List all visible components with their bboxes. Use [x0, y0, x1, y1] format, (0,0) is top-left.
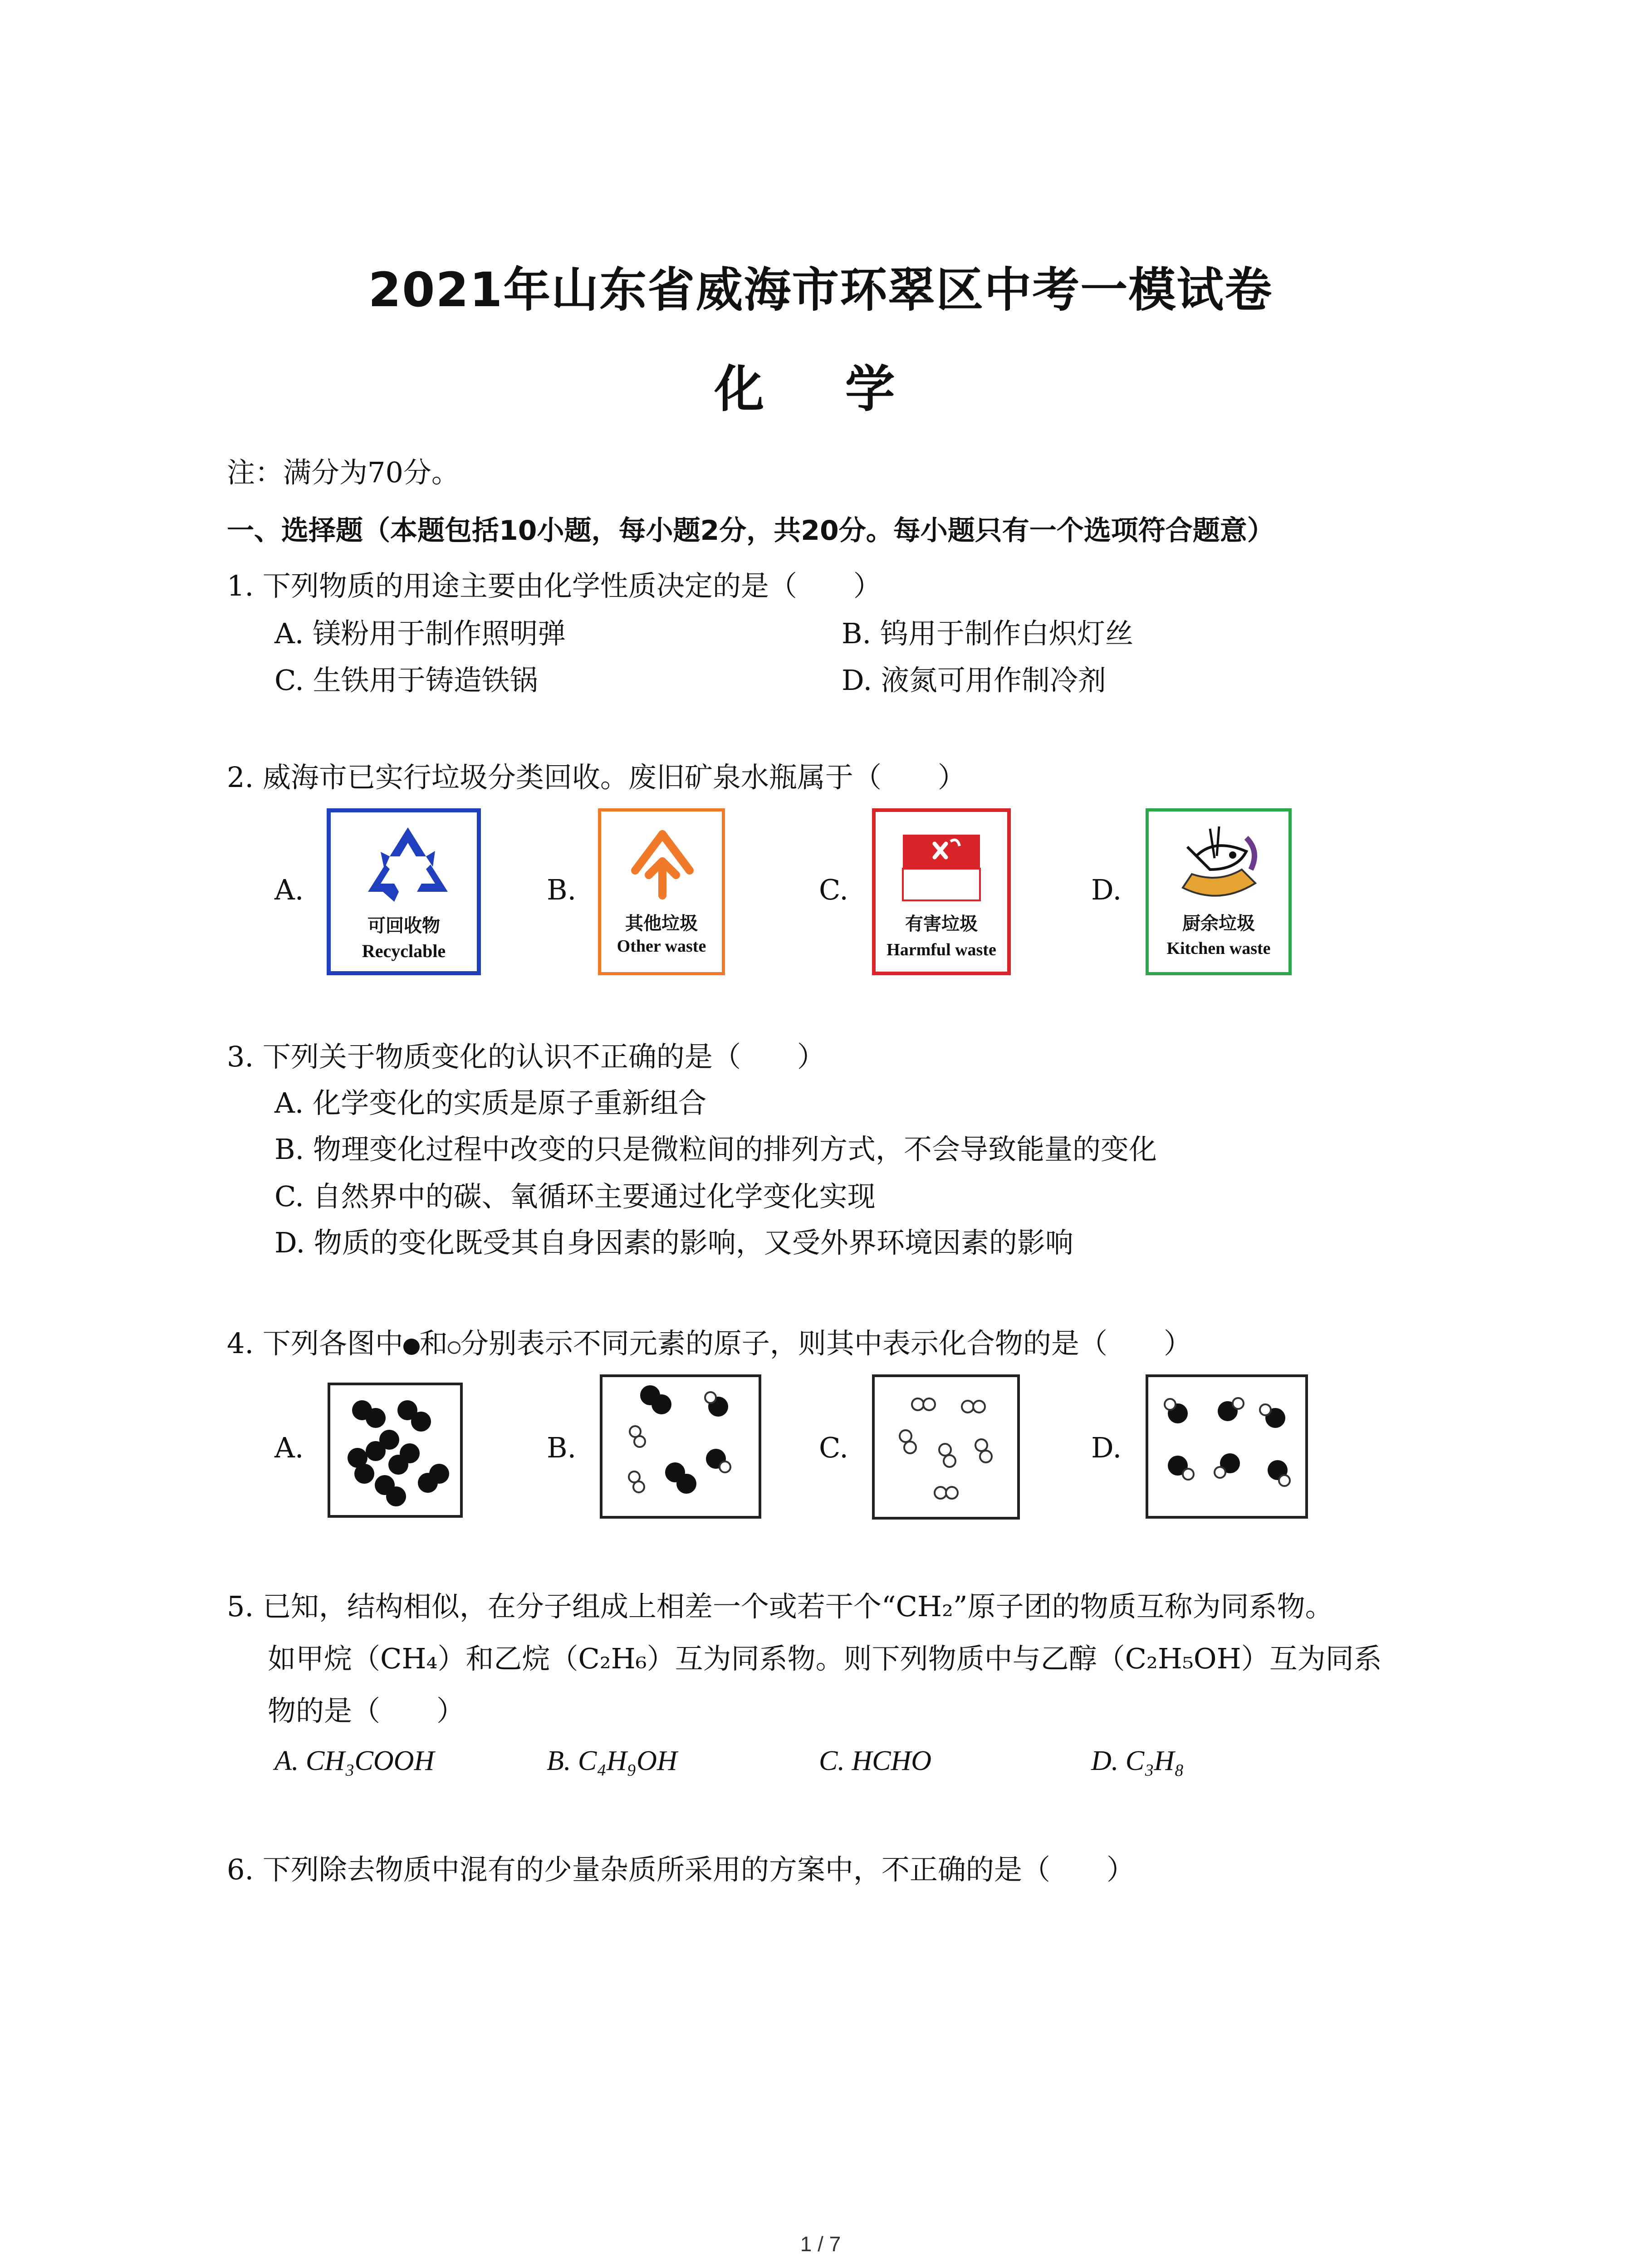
q3-option-d: D. 物质的变化既受其自身因素的影响，又受外界环境因素的影响: [274, 1226, 1073, 1259]
q4-stem-part2: 和: [419, 1327, 448, 1360]
kitchen-waste-sign: [1146, 808, 1292, 975]
q2-stem: 2. 威海市已实行垃圾分类回收。废旧矿泉水瓶属于（ ）: [227, 761, 966, 794]
q5-option-b: B. C₄H₉OH: [547, 1745, 677, 1776]
q3-option-a: A. 化学变化的实质是原子重新组合: [274, 1086, 707, 1119]
q5-option-c: C. HCHO: [819, 1745, 932, 1776]
q4-diagram-a: [328, 1383, 463, 1518]
q3-option-c: C. 自然界中的碳、氧循环主要通过化学变化实现: [274, 1180, 876, 1213]
q4-stem-part1: 4. 下列各图中: [227, 1327, 403, 1360]
kitchen-waste-en: Kitchen waste: [1166, 939, 1271, 958]
q1-option-b: B. 钨用于制作白炽灯丝: [842, 617, 1133, 650]
q6-stem: 6. 下列除去物质中混有的少量杂质所采用的方案中，不正确的是（ ）: [227, 1853, 1135, 1886]
diagram-d-atoms: [1148, 1377, 1305, 1516]
diagram-b-atoms: [603, 1377, 759, 1516]
q1-stem: 1. 下列物质的用途主要由化学性质决定的是（ ）: [227, 569, 882, 602]
q5-line3: 物的是（ ）: [268, 1694, 465, 1727]
q1-option-d: D. 液氮可用作制冷剂: [842, 664, 1106, 697]
q2-label-b: B.: [547, 873, 577, 906]
black-atom-icon: [403, 1339, 420, 1355]
page-title: 2021年山东省威海市环翠区中考一模试卷: [368, 262, 1273, 318]
subject-title: 化 学: [714, 360, 927, 418]
q4-diagram-c: [872, 1374, 1020, 1520]
q5-option-a: A. CH₃COOH: [274, 1745, 435, 1776]
q2-label-c: C.: [819, 873, 848, 906]
recyclable-en: Recyclable: [362, 941, 446, 961]
q4-label-b: B.: [547, 1431, 577, 1464]
harmful-waste-cn: 有害垃圾: [905, 914, 978, 934]
diagram-a-atoms: [330, 1385, 460, 1515]
other-waste-sign: [598, 808, 725, 975]
q2-label-d: D.: [1091, 873, 1122, 906]
q4-diagram-d: [1146, 1374, 1308, 1519]
harmful-waste-icon: [894, 826, 989, 903]
q4-label-d: D.: [1091, 1431, 1122, 1464]
q1-option-a: A. 镁粉用于制作照明弹: [274, 617, 566, 650]
q5-line2: 如甲烷（CH₄）和乙烷（C₂H₆）互为同系物。则下列物质中与乙醇（C₂H₅OH）互为同系: [268, 1642, 1382, 1675]
recyclable-cn: 可回收物: [367, 915, 440, 936]
page-number: 1 / 7: [800, 2232, 841, 2256]
other-waste-en: Other waste: [617, 937, 706, 956]
q4-stem-part3: 分别表示不同元素的原子，则其中表示化合物的是（ ）: [460, 1327, 1192, 1360]
q3-stem: 3. 下列关于物质变化的认识不正确的是（ ）: [227, 1040, 825, 1073]
kitchen-waste-cn: 厨余垃圾: [1182, 913, 1255, 934]
diagram-c-atoms: [875, 1377, 1017, 1517]
q4-label-c: C.: [819, 1431, 848, 1464]
q4-stem: [227, 1325, 1192, 1363]
kitchen-waste-icon: [1169, 820, 1269, 906]
q3-option-b: B. 物理变化过程中改变的只是微粒间的排列方式，不会导致能量的变化: [274, 1133, 1157, 1166]
q5-option-d: D. C₃H₈: [1091, 1745, 1185, 1776]
q4-diagram-b: [600, 1374, 761, 1519]
q1-option-c: C. 生铁用于铸造铁锅: [274, 664, 538, 697]
q2-label-a: A.: [274, 873, 304, 906]
recycle-icon: [362, 824, 453, 905]
recyclable-sign: [327, 808, 481, 975]
other-waste-cn: 其他垃圾: [625, 913, 698, 934]
section-heading: 一、选择题（本题包括10小题，每小题2分，共20分。每小题只有一个选项符合题意）: [227, 515, 1274, 547]
harmful-waste-en: Harmful waste: [887, 940, 996, 959]
harmful-waste-sign: [872, 808, 1011, 975]
q4-label-a: A.: [274, 1431, 304, 1464]
score-note: 注：满分为70分。: [227, 456, 460, 489]
q5-line1: 5. 已知，结构相似，在分子组成上相差一个或若干个“CH₂”原子团的物质互称为同系物。: [227, 1590, 1333, 1623]
white-atom-icon: [448, 1341, 460, 1354]
other-waste-icon: [622, 825, 703, 902]
